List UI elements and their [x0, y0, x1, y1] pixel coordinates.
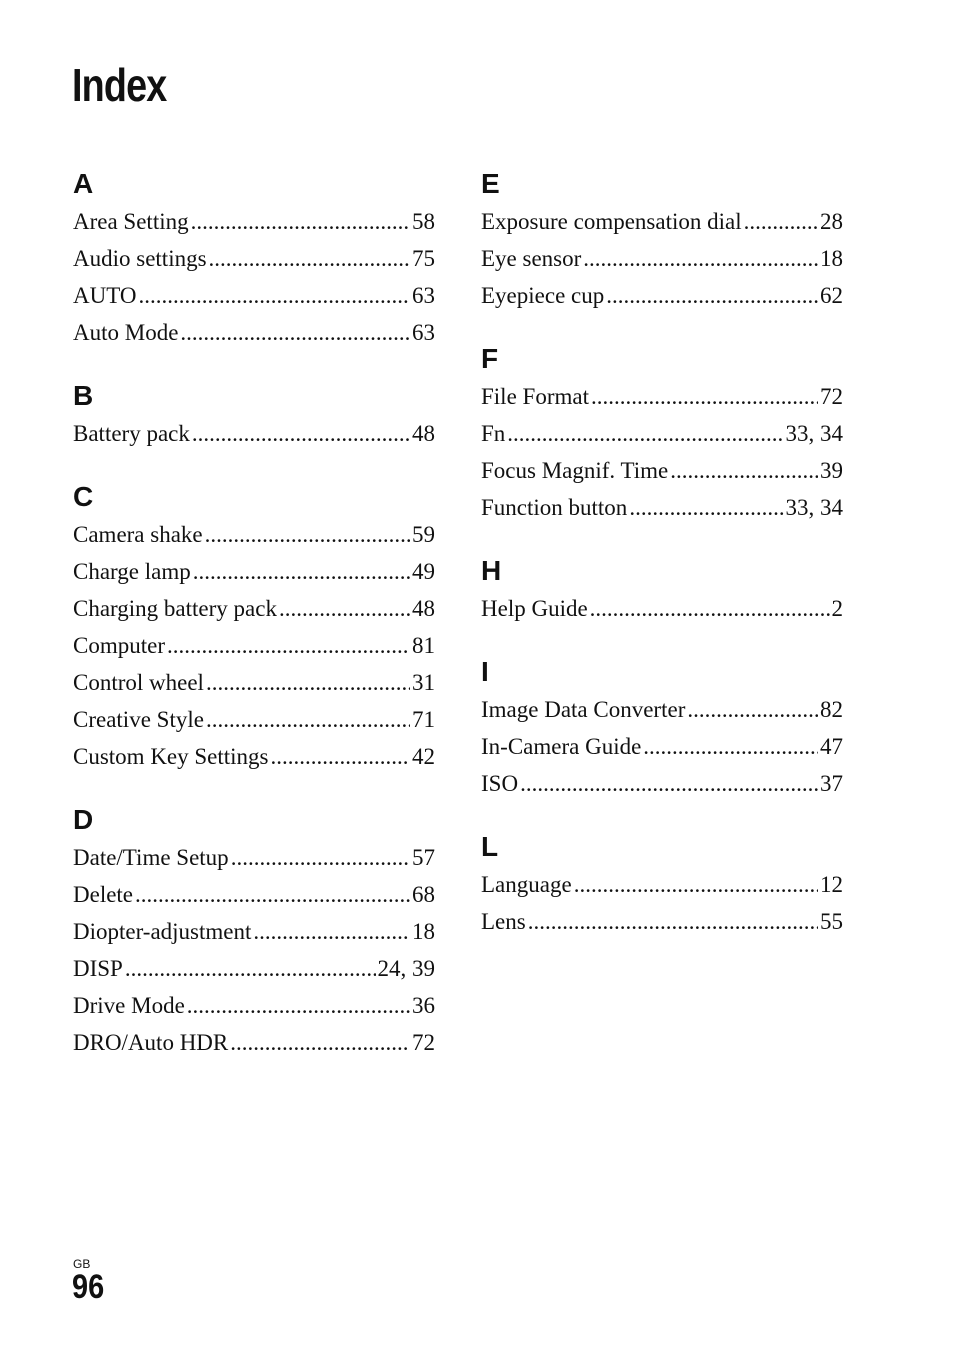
index-term: Language: [481, 872, 572, 897]
dot-leader: [520, 765, 818, 802]
index-entry: [73, 516, 435, 553]
index-entry: [73, 913, 435, 950]
index-term: AUTO: [73, 283, 137, 308]
index-entry: [481, 866, 843, 903]
index-term: DRO/Auto HDR: [73, 1030, 229, 1055]
index-term: File Format: [481, 384, 589, 409]
index-entry: [73, 1024, 435, 1061]
index-section-f: [481, 340, 843, 526]
index-page-ref: 47: [820, 734, 843, 759]
section-letter: L: [481, 831, 499, 862]
dot-leader: [629, 489, 783, 526]
index-section-h: [481, 552, 843, 627]
dot-leader: [744, 203, 818, 240]
index-term: Diopter-adjustment: [73, 919, 252, 944]
index-page-ref: 36: [412, 993, 435, 1018]
index-entry: [73, 415, 435, 452]
index-term: Date/Time Setup: [73, 845, 229, 870]
index-column-left: [73, 165, 435, 1087]
index-term: Custom Key Settings: [73, 744, 269, 769]
index-term: DISP: [73, 956, 123, 981]
dot-leader: [231, 839, 410, 876]
index-page-ref: 81: [412, 633, 435, 658]
index-term: Control wheel: [73, 670, 204, 695]
index-term: Eye sensor: [481, 246, 582, 271]
index-section-d: [73, 801, 435, 1061]
index-section-a: [73, 165, 435, 351]
dot-leader: [591, 378, 818, 415]
dot-leader: [192, 415, 410, 452]
index-page-ref: 49: [412, 559, 435, 584]
index-entry: [481, 240, 843, 277]
dot-leader: [253, 913, 410, 950]
index-term: Help Guide: [481, 596, 588, 621]
index-entry: [481, 452, 843, 489]
index-term: Auto Mode: [73, 320, 179, 345]
section-letter: H: [481, 555, 502, 586]
dot-leader: [583, 240, 818, 277]
index-entry: [481, 765, 843, 802]
index-page-ref: 63: [412, 283, 435, 308]
index-page-ref: 63: [412, 320, 435, 345]
index-entry: [481, 378, 843, 415]
index-term: Audio settings: [73, 246, 207, 271]
index-entry: [73, 240, 435, 277]
index-page-ref: 18: [820, 246, 843, 271]
index-entry: [481, 691, 843, 728]
index-page-ref: 68: [412, 882, 435, 907]
index-page-ref: 71: [412, 707, 435, 732]
dot-leader: [687, 691, 818, 728]
index-page-ref: 2: [831, 596, 843, 621]
index-section-i: [481, 653, 843, 802]
index-page-ref: 57: [412, 845, 435, 870]
dot-leader: [125, 950, 376, 987]
index-entry: [481, 903, 843, 940]
index-entry: [73, 738, 435, 775]
dot-leader: [193, 553, 410, 590]
index-page-ref: 48: [412, 421, 435, 446]
dot-leader: [167, 627, 410, 664]
page-number: 96: [72, 1268, 105, 1306]
index-entry: [73, 987, 435, 1024]
section-letter: I: [481, 656, 489, 687]
index-page-ref: 59: [412, 522, 435, 547]
index-page-ref: 18: [412, 919, 435, 944]
index-term: Focus Magnif. Time: [481, 458, 669, 483]
index-entry: [73, 876, 435, 913]
index-term: Battery pack: [73, 421, 190, 446]
index-term: Charge lamp: [73, 559, 191, 584]
index-page-ref: 42: [412, 744, 435, 769]
dot-leader: [138, 277, 410, 314]
index-page-ref: 58: [412, 209, 435, 234]
index-section-c: [73, 478, 435, 775]
dot-leader: [670, 452, 818, 489]
index-entry: [481, 590, 843, 627]
section-letter: C: [73, 481, 94, 512]
dot-leader: [528, 903, 818, 940]
index-page-ref: 75: [412, 246, 435, 271]
index-term: Image Data Converter: [481, 697, 686, 722]
index-section-l: [481, 828, 843, 940]
dot-leader: [606, 277, 818, 314]
index-entry: [481, 277, 843, 314]
index-term: Lens: [481, 909, 526, 934]
dot-leader: [590, 590, 830, 627]
index-entry: [73, 203, 435, 240]
index-term: Delete: [73, 882, 134, 907]
dot-leader: [135, 876, 410, 913]
section-letter: A: [73, 168, 94, 199]
index-entry: [73, 701, 435, 738]
index-term: Camera shake: [73, 522, 203, 547]
dot-leader: [279, 590, 410, 627]
page-title: Index: [72, 59, 167, 111]
index-term: Function button: [481, 495, 628, 520]
index-term: Creative Style: [73, 707, 204, 732]
dot-leader: [643, 728, 818, 765]
section-letter: F: [481, 343, 499, 374]
dot-leader: [507, 415, 783, 452]
index-entry: [73, 314, 435, 351]
index-entry: [73, 839, 435, 876]
index-page-ref: 39: [820, 458, 843, 483]
index-page-ref: 62: [820, 283, 843, 308]
index-page-ref: 37: [820, 771, 843, 796]
index-term: Charging battery pack: [73, 596, 277, 621]
index-page-ref: 55: [820, 909, 843, 934]
index-page-ref: 31: [412, 670, 435, 695]
section-letter: E: [481, 168, 500, 199]
index-entry: [73, 950, 435, 987]
index-section-e: [481, 165, 843, 314]
index-term: Fn: [481, 421, 506, 446]
dot-leader: [206, 701, 410, 738]
dot-leader: [180, 314, 410, 351]
dot-leader: [191, 203, 410, 240]
index-entry: [481, 203, 843, 240]
index-entry: [73, 664, 435, 701]
index-entry: [73, 590, 435, 627]
index-term: Eyepiece cup: [481, 283, 605, 308]
dot-leader: [187, 987, 410, 1024]
dot-leader: [209, 240, 410, 277]
region-label: GB: [73, 1257, 91, 1271]
index-page-ref: 28: [820, 209, 843, 234]
index-page-ref: 72: [412, 1030, 435, 1055]
index-entry: [73, 627, 435, 664]
index-page-ref: 33, 34: [785, 495, 843, 520]
index-term: Computer: [73, 633, 165, 658]
index-entry: [481, 728, 843, 765]
index-entry: [73, 277, 435, 314]
index-page-ref: 72: [820, 384, 843, 409]
index-term: Drive Mode: [73, 993, 185, 1018]
index-page-ref: 48: [412, 596, 435, 621]
index-column-right: [481, 165, 843, 966]
dot-leader: [230, 1024, 410, 1061]
index-term: In-Camera Guide: [481, 734, 642, 759]
index-page-ref: 12: [820, 872, 843, 897]
dot-leader: [574, 866, 818, 903]
index-page-ref: 24, 39: [377, 956, 435, 981]
index-section-b: [73, 377, 435, 452]
index-page-ref: 82: [820, 697, 843, 722]
dot-leader: [205, 516, 410, 553]
index-entry: [73, 553, 435, 590]
index-entry: [481, 489, 843, 526]
section-letter: D: [73, 804, 94, 835]
index-term: Area Setting: [73, 209, 189, 234]
index-term: ISO: [481, 771, 519, 796]
dot-leader: [271, 738, 410, 775]
section-letter: B: [73, 380, 94, 411]
index-entry: [481, 415, 843, 452]
index-term: Exposure compensation dial: [481, 209, 742, 234]
index-page-ref: 33, 34: [785, 421, 843, 446]
dot-leader: [206, 664, 410, 701]
